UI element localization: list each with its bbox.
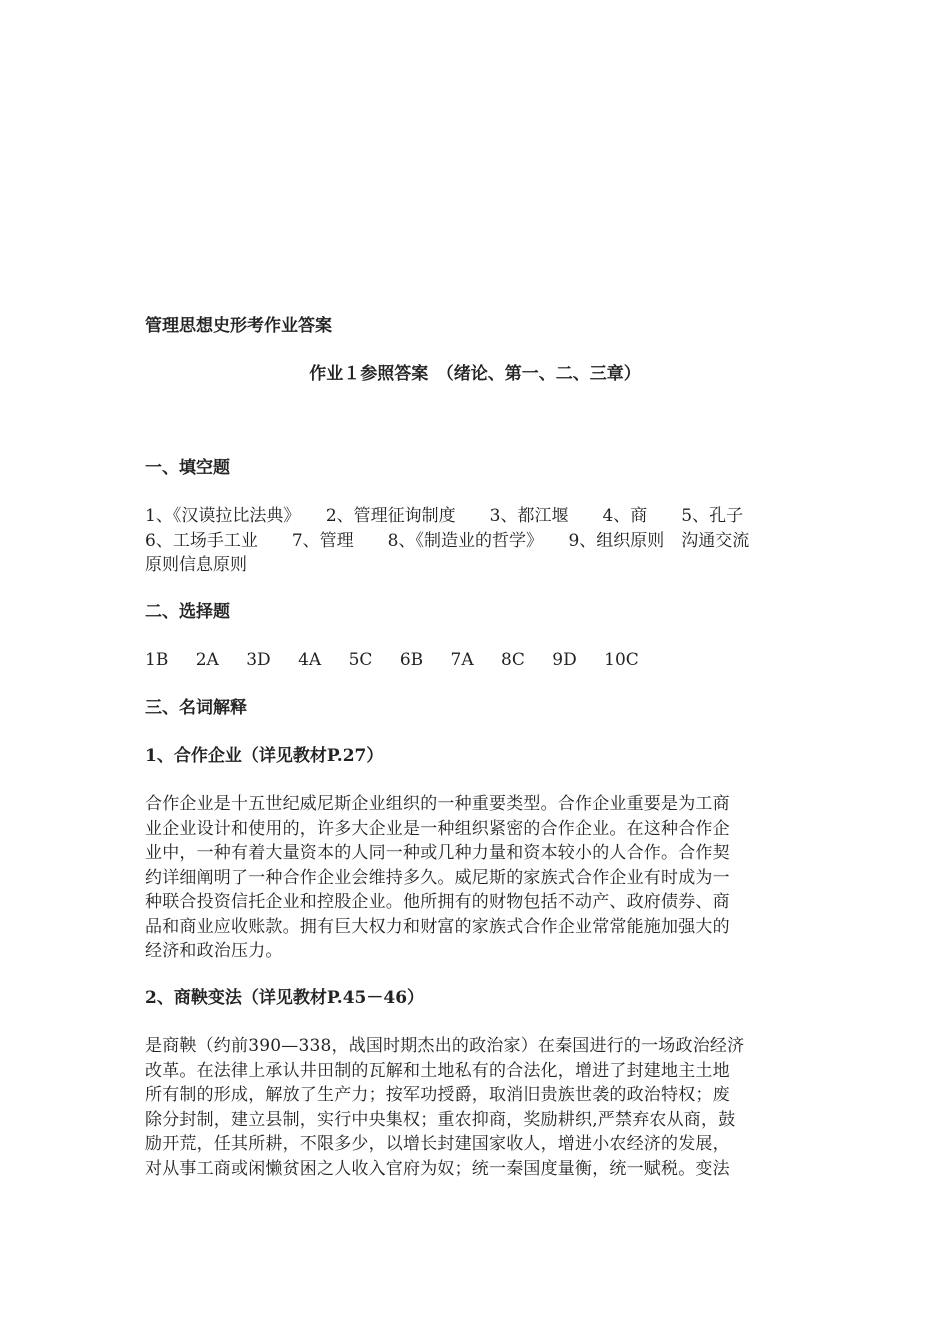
document-subtitle: 作业１参照答案 （绪论、第一、二、三章） [309,364,641,384]
choice-answers [145,648,805,673]
paragraph-line: 所有制的形成，解放了生产力；按军功授爵，取消旧贵族世袭的政治特权；废 [145,1085,730,1105]
choice-answer: 1B [145,650,169,670]
term-title-1: 1、合作企业（详见教材P.27） [145,746,384,766]
paragraph-line: 约详细阐明了一种合作企业会维持多久。威尼斯的家族式合作企业有时成为一 [145,867,730,888]
term-paragraph-2 [145,1034,805,1181]
choice-answer: 3D [246,650,271,670]
choice-answer: 8C [501,650,525,670]
section-heading-terms: 三、名词解释 [145,698,247,718]
term-title-2: 2、商鞅变法（详见教材P.45－46） [145,988,425,1008]
choice-answer: 2A [195,650,219,670]
paragraph-line: 对从事工商或闲懒贫困之人收入官府为奴；统一秦国度量衡，统一赋税。变法 [145,1158,730,1179]
paragraph-line: 品和商业应收账款。拥有巨大权力和财富的家族式合作企业常常能施加强大的 [145,916,730,937]
choice-answer: 10C [604,650,639,670]
fill-blank-line: 1、《汉谟拉比法典》 2、管理征询制度 3、都江堰 4、商 5、孔子 [145,506,744,526]
paragraph-line: 种联合投资信托企业和控股企业。他所拥有的财物包括不动产、政府债券、商 [145,892,730,912]
paragraph-line: 合作企业是十五世纪威尼斯企业组织的一种重要类型。合作企业重要是为工商 [145,794,730,814]
choice-answer: 6B [399,650,424,670]
section-heading-fill-blank: 一、填空题 [145,458,230,478]
paragraph-line: 业中，一种有着大量资本的人同一种或几种力量和资本较小的人合作。合作契 [145,843,730,863]
fill-blank-answers [145,504,805,578]
choice-answer: 5C [348,650,373,670]
term-paragraph-1 [145,792,805,964]
document-title: 管理思想史形考作业答案 [145,316,332,336]
paragraph-line: 改革。在法律上承认井田制的瓦解和土地私有的合法化，增进了封建地主土地 [145,1060,730,1081]
fill-blank-line: 原则信息原则 [145,555,247,575]
choice-answer: 7A [450,650,474,670]
choice-answer: 4A [298,650,322,670]
paragraph-line: 是商鞅（约前390—338，战国时期杰出的政治家）在秦国进行的一场政治经济 [145,1036,745,1056]
choice-answer: 9D [552,650,577,670]
paragraph-line: 励开荒，任其所耕，不限多少，以增长封建国家收人，增进小农经济的发展， [145,1134,730,1154]
paragraph-line: 业企业设计和使用的，许多大企业是一种组织紧密的合作企业。在这种合作企 [145,818,730,839]
section-heading-choice: 二、选择题 [145,602,230,622]
paragraph-line: 除分封制，建立县制，实行中央集权；重农抑商，奖励耕织,严禁弃农从商，鼓 [145,1109,736,1130]
fill-blank-line: 6、工场手工业 7、管理 8、《制造业的哲学》 9、组织原则 沟通交流 [145,530,750,551]
paragraph-line: 经济和政治压力。 [145,941,283,961]
